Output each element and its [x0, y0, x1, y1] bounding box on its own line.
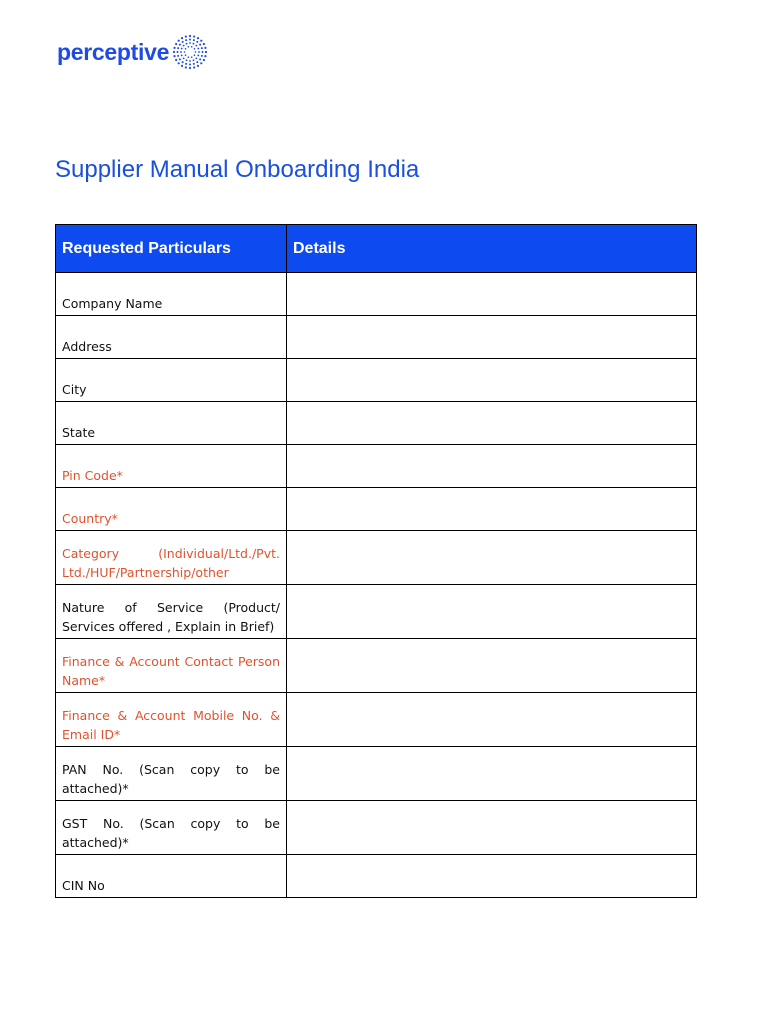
- dotted-ring-icon: [172, 34, 208, 70]
- row-details-cell[interactable]: [287, 273, 697, 316]
- page-title: Supplier Manual Onboarding India: [55, 156, 420, 183]
- row-details-cell[interactable]: [287, 693, 697, 747]
- header-details: Details: [287, 225, 697, 273]
- table-row: [56, 801, 697, 855]
- row-details-cell[interactable]: [287, 747, 697, 801]
- row-label: Finance & Account Mobile No. & Email ID*: [56, 693, 287, 747]
- brand-name: perceptive: [57, 38, 170, 65]
- row-details-cell[interactable]: [287, 639, 697, 693]
- onboarding-form-table: [55, 224, 697, 898]
- row-details-cell[interactable]: [287, 531, 697, 585]
- table-row: [56, 531, 697, 585]
- row-details-cell[interactable]: [287, 402, 697, 445]
- row-label: Category (Individual/Ltd./Pvt. Ltd./HUF/Partnership/other: [56, 531, 287, 585]
- row-details-cell[interactable]: [287, 359, 697, 402]
- row-details-cell[interactable]: [287, 488, 697, 531]
- table-row: [56, 585, 697, 639]
- row-label: Country*: [56, 488, 287, 531]
- table-row: [56, 359, 697, 402]
- row-details-cell[interactable]: [287, 445, 697, 488]
- row-label: PAN No. (Scan copy to be attached)*: [56, 747, 287, 801]
- table-row: [56, 273, 697, 316]
- table-row: [56, 693, 697, 747]
- row-details-cell[interactable]: [287, 585, 697, 639]
- row-label: Company Name: [56, 273, 287, 316]
- row-details-cell[interactable]: [287, 855, 697, 898]
- row-label: Finance & Account Contact Person Name*: [56, 639, 287, 693]
- row-label: Address: [56, 316, 287, 359]
- table-row: [56, 855, 697, 898]
- row-details-cell[interactable]: [287, 801, 697, 855]
- row-label: City: [56, 359, 287, 402]
- table-row: [56, 747, 697, 801]
- table-row: [56, 639, 697, 693]
- table-row: [56, 445, 697, 488]
- row-label: Nature of Service (Product/ Services offered , Explain in Brief): [56, 585, 287, 639]
- table-row: [56, 316, 697, 359]
- brand-logo: [57, 34, 208, 70]
- table-row: [56, 402, 697, 445]
- table-header-row: [56, 225, 697, 273]
- table-row: [56, 488, 697, 531]
- row-label: State: [56, 402, 287, 445]
- row-details-cell[interactable]: [287, 316, 697, 359]
- header-requested-particulars: Requested Particulars: [56, 225, 287, 273]
- row-label: Pin Code*: [56, 445, 287, 488]
- row-label: CIN No: [56, 855, 287, 898]
- row-label: GST No. (Scan copy to be attached)*: [56, 801, 287, 855]
